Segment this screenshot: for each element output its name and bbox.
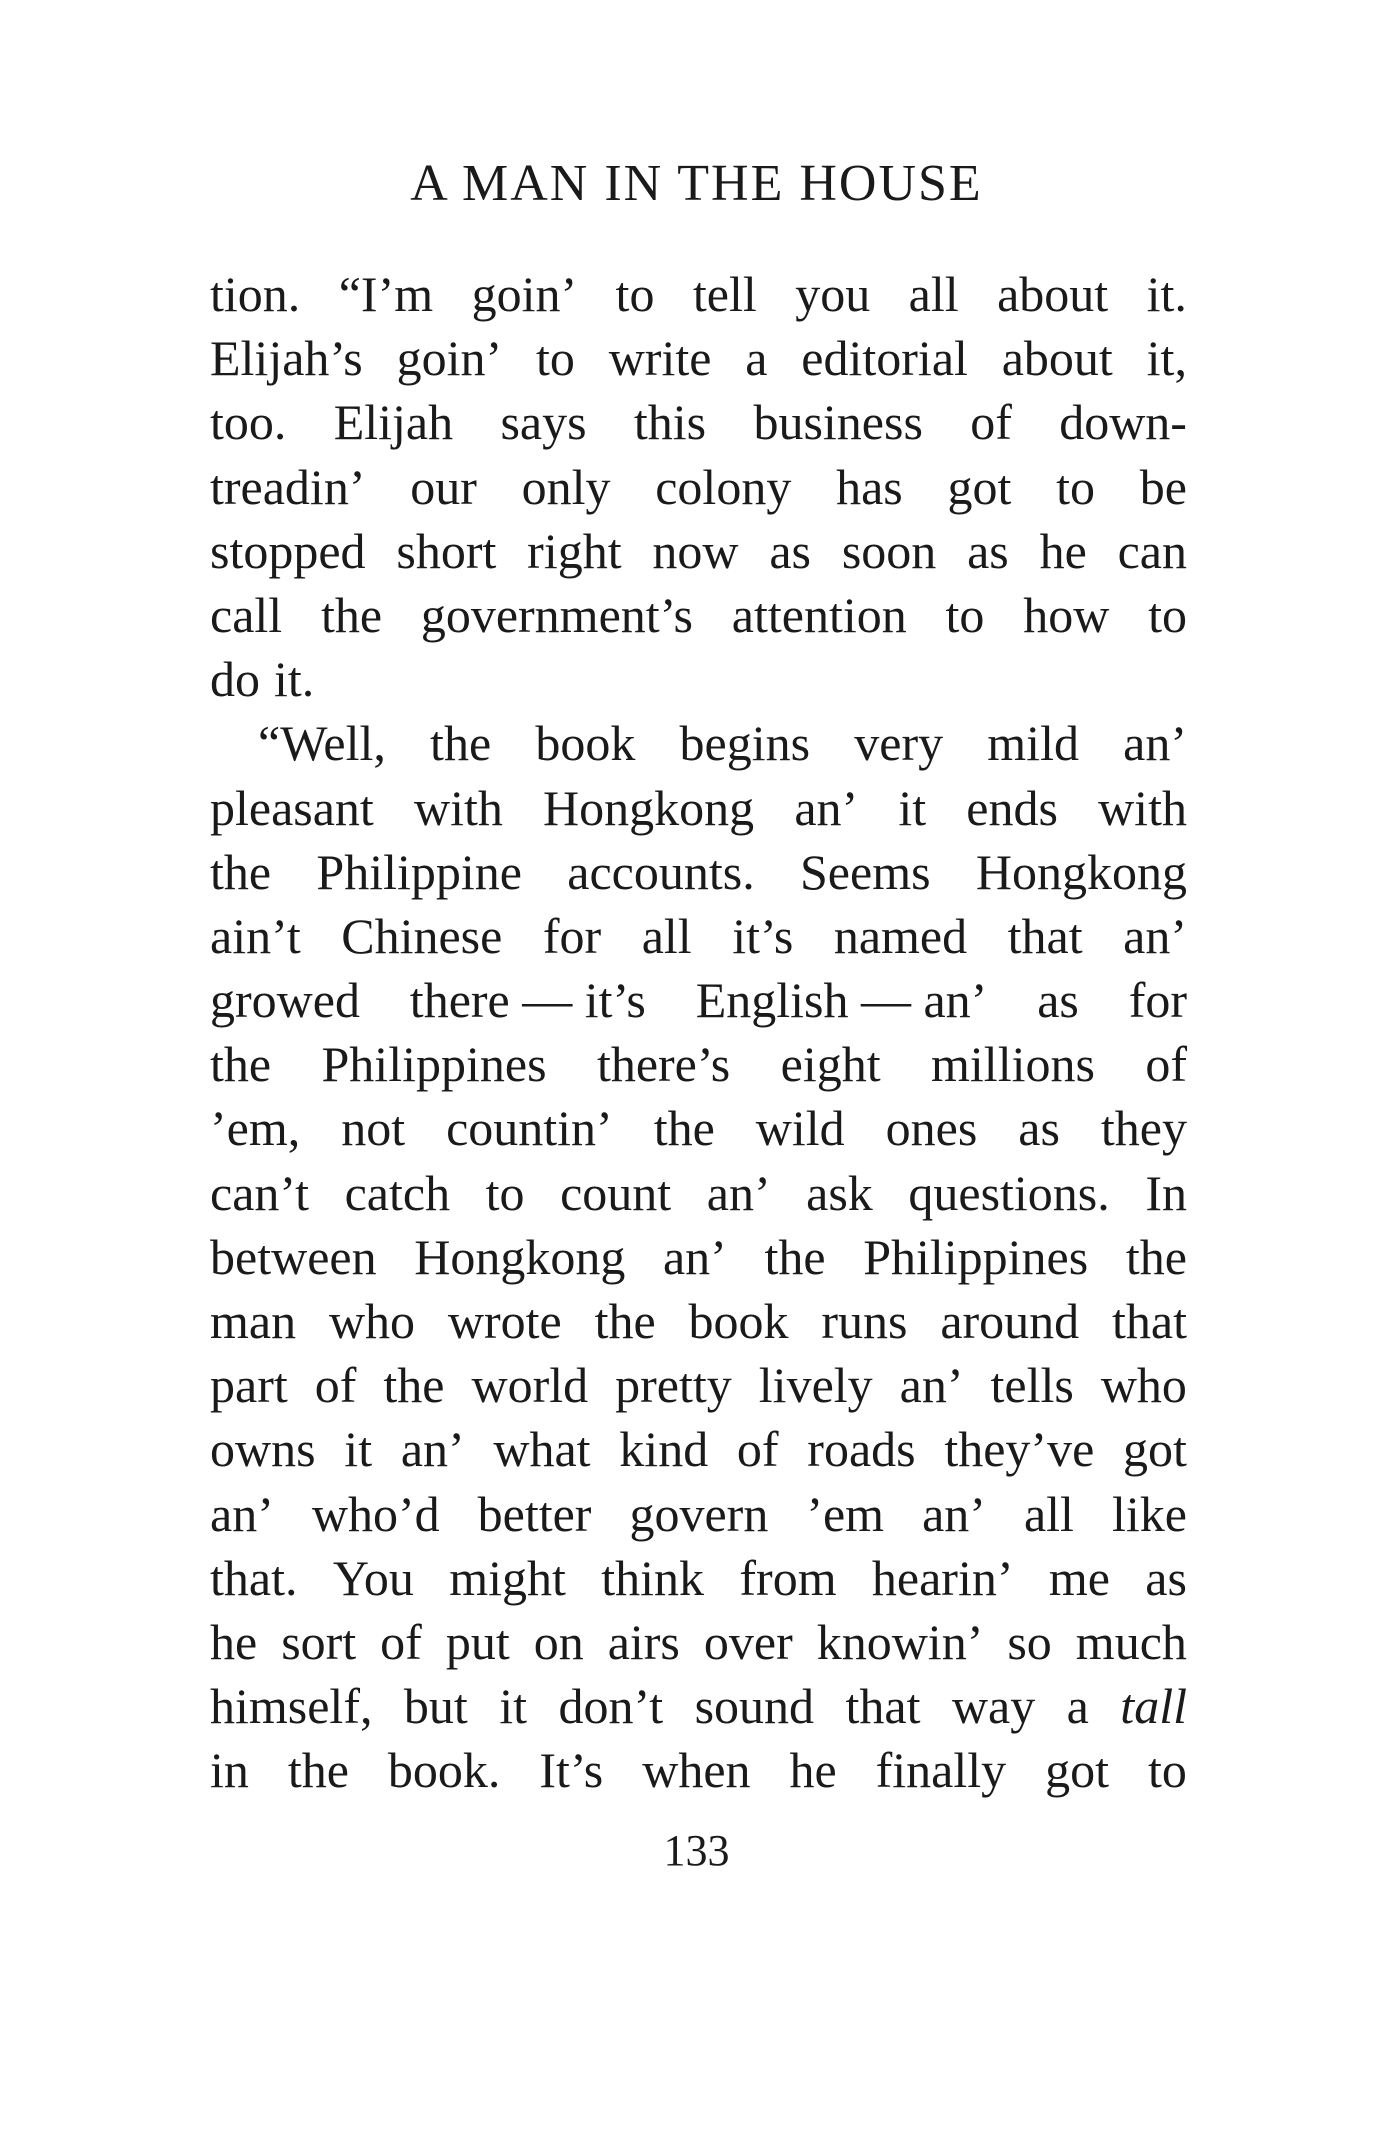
word: how (1023, 586, 1110, 643)
word: kind (619, 1421, 709, 1478)
word: runs (821, 1293, 908, 1349)
word: about (997, 266, 1109, 322)
text-line (210, 1032, 1187, 1096)
word: the (210, 1036, 272, 1093)
word: attention (731, 586, 907, 643)
text-line (210, 1161, 1187, 1225)
word: named (833, 907, 968, 964)
word: there — it’s (409, 972, 646, 1029)
word: wrote (447, 1293, 562, 1349)
word: do (210, 651, 260, 708)
word: catch (344, 1164, 451, 1221)
text-line (210, 1546, 1187, 1610)
text-line (210, 840, 1187, 904)
word: the (430, 715, 492, 772)
word: lively (758, 1357, 873, 1414)
word: ask (806, 1164, 873, 1221)
word: man (210, 1293, 297, 1349)
word: It’s (539, 1742, 604, 1799)
word: count (560, 1164, 672, 1221)
word: wild (755, 1100, 845, 1157)
word: to (945, 586, 985, 643)
word: that (1112, 1293, 1187, 1349)
word: who’d (311, 1485, 440, 1542)
word: ends (966, 779, 1058, 836)
word: all (908, 266, 959, 322)
word: an’ (1123, 907, 1187, 964)
word: to (1148, 586, 1187, 643)
word: but (403, 1678, 468, 1735)
word: millions (931, 1036, 1095, 1093)
word: finally (875, 1742, 1007, 1799)
word: like (1111, 1485, 1187, 1542)
word: when (642, 1742, 751, 1799)
word: call (210, 586, 283, 643)
word: that (845, 1678, 921, 1735)
word: they (1100, 1100, 1187, 1157)
word: eight (780, 1036, 881, 1093)
word: got (947, 458, 1012, 515)
word: “I’m (338, 266, 434, 322)
word: the (764, 1228, 826, 1285)
text-line (210, 1610, 1187, 1674)
word: might (449, 1549, 566, 1606)
word: they’ve (944, 1421, 1095, 1478)
word: mild (987, 715, 1079, 772)
word: ’em, (210, 1100, 301, 1157)
word: it (344, 1421, 373, 1478)
word: has (836, 458, 903, 515)
word: colony (655, 458, 792, 515)
word: “Well, (258, 715, 386, 772)
text-line (210, 904, 1187, 968)
text-line (210, 1353, 1187, 1417)
word: tells (990, 1357, 1074, 1414)
word: the (320, 586, 383, 643)
word: he (789, 1742, 837, 1799)
word: put (445, 1613, 510, 1670)
text-line (210, 583, 1187, 647)
text-line (210, 1482, 1187, 1546)
text-line (210, 1417, 1187, 1481)
word: ’em (806, 1485, 885, 1542)
word: down- (1059, 394, 1187, 451)
word: an’ (662, 1228, 727, 1285)
word: got (1045, 1742, 1110, 1799)
word: much (1075, 1613, 1187, 1670)
word: over (703, 1613, 793, 1670)
text-line (210, 711, 1187, 775)
word: short (396, 522, 497, 579)
word: to (1056, 458, 1095, 515)
word: only (521, 458, 611, 515)
word: with (1098, 779, 1187, 836)
word: he (1039, 522, 1087, 579)
word: it. (1146, 266, 1187, 322)
word: the (210, 843, 272, 900)
word: goin’ (471, 266, 578, 322)
word: our (410, 458, 477, 515)
text-line (210, 1289, 1187, 1353)
word: says (500, 394, 587, 451)
word: it. (274, 651, 315, 708)
word: of (380, 1613, 422, 1670)
word: as (769, 522, 811, 579)
word: editorial (801, 330, 968, 387)
word: tion. (210, 266, 301, 322)
word: tell (692, 266, 757, 322)
word: not (341, 1100, 406, 1157)
word: tall (1120, 1678, 1187, 1735)
word: knowin’ (816, 1613, 984, 1670)
word: Elijah’s (210, 330, 363, 387)
word: pretty (615, 1357, 732, 1414)
word: book. (387, 1742, 501, 1799)
word: that. (210, 1549, 298, 1606)
word: so (1007, 1613, 1052, 1670)
word: of (1145, 1036, 1187, 1093)
page-number: 133 (663, 1826, 730, 1875)
word: countin’ (446, 1100, 613, 1157)
word: who (1100, 1357, 1187, 1414)
word: way (951, 1678, 1036, 1735)
word: this (633, 394, 707, 451)
text-line (210, 519, 1187, 583)
word: airs (607, 1613, 680, 1670)
word: there’s (596, 1036, 731, 1093)
word: he (210, 1613, 258, 1670)
word: as (1037, 972, 1079, 1029)
word: Chinese (341, 907, 503, 964)
word: an’ (899, 1357, 964, 1414)
word: Hongkong (975, 843, 1187, 900)
word: it (499, 1678, 528, 1735)
word: you (795, 266, 871, 322)
word: better (477, 1485, 592, 1542)
word: think (601, 1549, 705, 1606)
word: Hongkong (414, 1228, 626, 1285)
word: that (1007, 907, 1083, 964)
word: a (745, 330, 768, 387)
word: the (594, 1293, 656, 1349)
word: Philippines (321, 1036, 547, 1093)
word: You (332, 1549, 414, 1606)
word: owns (210, 1421, 316, 1478)
word: ones (885, 1100, 978, 1157)
word: begins (679, 715, 811, 772)
word: too. (210, 394, 287, 451)
word: stopped (210, 522, 366, 579)
word: be (1139, 458, 1187, 515)
word: it, (1146, 330, 1187, 387)
word: can (1117, 522, 1187, 579)
word: now (652, 522, 739, 579)
word: himself, (210, 1678, 373, 1735)
word: Elijah (333, 394, 454, 451)
word: for (1128, 972, 1187, 1029)
word: a (1066, 1678, 1089, 1735)
word: to (1147, 1742, 1187, 1799)
word: of (314, 1357, 357, 1414)
word: for (542, 907, 602, 964)
text-line (210, 968, 1187, 1032)
word: got (1122, 1421, 1187, 1478)
word: Hongkong (543, 779, 755, 836)
text-line (210, 776, 1187, 840)
word: to (485, 1164, 525, 1221)
word: as (967, 522, 1009, 579)
word: of (736, 1421, 779, 1478)
word: book (535, 715, 636, 772)
word: goin’ (396, 330, 503, 387)
word: roads (807, 1421, 916, 1478)
word: book (688, 1293, 789, 1349)
word: In (1145, 1164, 1187, 1221)
word: it’s (732, 907, 794, 964)
text-line (210, 455, 1187, 519)
word: right (527, 522, 622, 579)
word: accounts. (567, 843, 755, 900)
word: it (898, 779, 927, 836)
word: an’ (794, 779, 859, 836)
word: as (1145, 1549, 1187, 1606)
word: business (753, 394, 923, 451)
word: all (641, 907, 692, 964)
word: govern (629, 1485, 769, 1542)
text-line (210, 1738, 1187, 1802)
word: can’t (210, 1164, 310, 1221)
word: Philippine (316, 843, 522, 900)
word: from (739, 1549, 837, 1606)
word: of (970, 394, 1012, 451)
word: pleasant (210, 779, 374, 836)
word: about (1001, 330, 1113, 387)
word: the (287, 1742, 349, 1799)
word: the (1125, 1228, 1187, 1285)
word: ain’t (210, 907, 301, 964)
word: in (210, 1742, 249, 1799)
word: questions. (908, 1164, 1110, 1221)
word: world (471, 1357, 589, 1414)
word: what (493, 1421, 591, 1478)
word: sort (281, 1613, 357, 1670)
word: who (328, 1293, 416, 1349)
text-line (210, 1674, 1187, 1738)
word: on (533, 1613, 584, 1670)
word: with (413, 779, 503, 836)
word: treadin’ (210, 458, 366, 515)
word: write (608, 330, 712, 387)
word: soon (841, 522, 937, 579)
word: an’ (1123, 715, 1187, 772)
word: around (940, 1293, 1080, 1349)
word: the (383, 1357, 445, 1414)
word: between (210, 1228, 377, 1285)
text-line (210, 1225, 1187, 1289)
word: Philippines (863, 1228, 1089, 1285)
word: an’ (706, 1164, 771, 1221)
word: part (210, 1357, 288, 1414)
running-head: A MAN IN THE HOUSE (410, 155, 983, 212)
word: to (535, 330, 575, 387)
word: very (854, 715, 944, 772)
word: hearin’ (871, 1549, 1014, 1606)
word: to (615, 266, 655, 322)
text-line (210, 1096, 1187, 1160)
text-line (210, 262, 1187, 326)
word: Seems (800, 843, 931, 900)
word: me (1048, 1549, 1110, 1606)
word: growed (210, 972, 360, 1029)
text-line (210, 326, 1187, 390)
word: all (1023, 1485, 1074, 1542)
word: as (1018, 1100, 1060, 1157)
text-line (210, 390, 1187, 454)
word: don’t (558, 1678, 664, 1735)
text-line (210, 647, 1187, 711)
body-text (210, 262, 1187, 1803)
word: an’ (922, 1485, 986, 1542)
word: government’s (420, 586, 693, 643)
word: English — an’ (695, 972, 988, 1029)
word: an’ (400, 1421, 465, 1478)
word: the (653, 1100, 715, 1157)
word: an’ (210, 1485, 274, 1542)
word: sound (694, 1678, 815, 1735)
